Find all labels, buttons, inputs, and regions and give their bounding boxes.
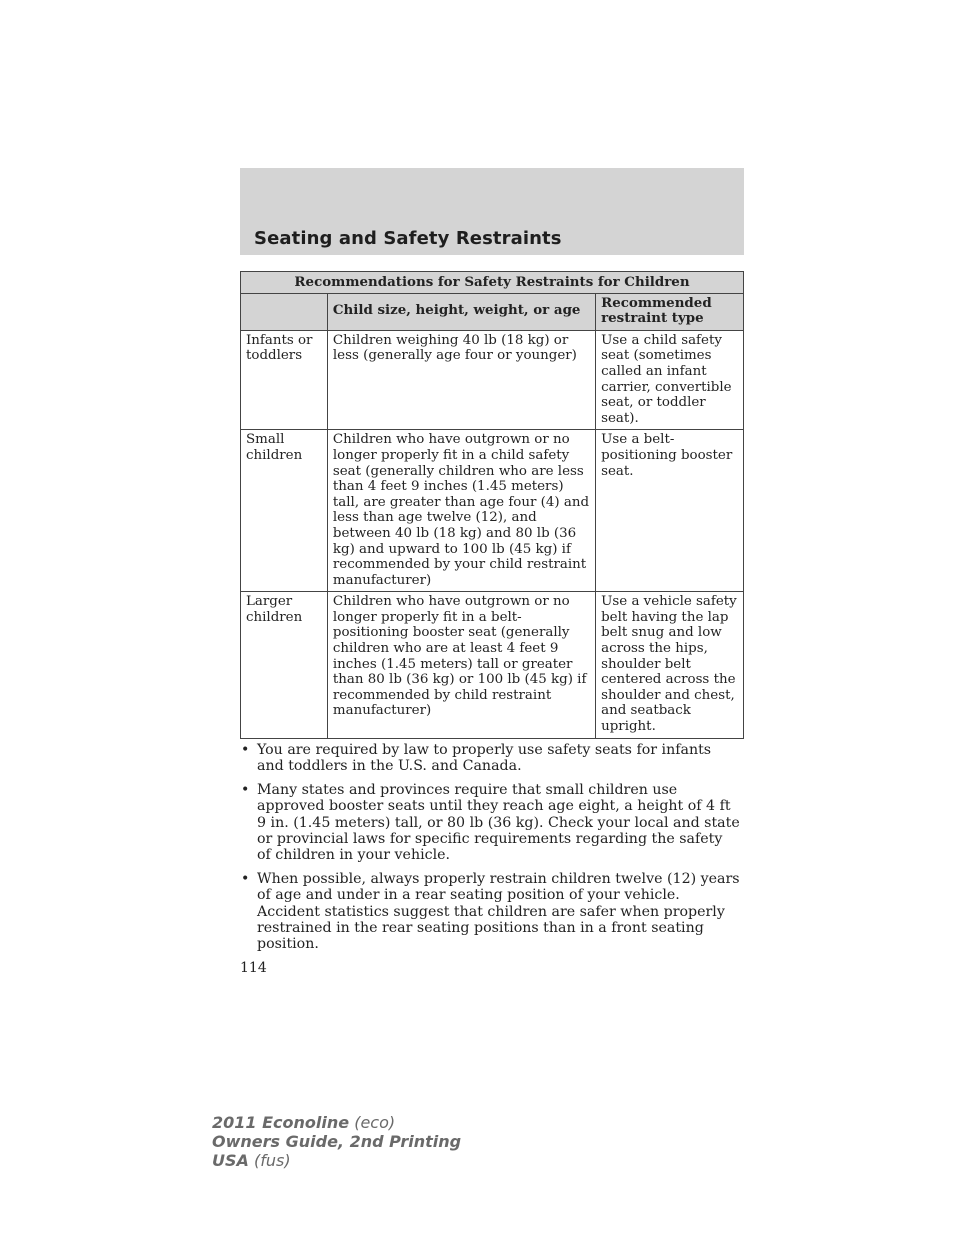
table-header-row (241, 293, 744, 330)
footer-model-code: (eco) (349, 1113, 396, 1132)
row-category: Larger children (241, 592, 328, 738)
note-text: When possible, always properly restrain children twelve (12) years of age and under in a rear seating position of your vehicle. Accident statistics suggest that children are safer when properly restrained in the rear seating positions than in a front seating position. (257, 870, 740, 953)
list-item (240, 742, 740, 775)
note-text: Many states and provinces require that small children use approved booster seats until they reach age eight, a height of 4 ft 9 in. (1.45 meters) tall, or 80 lb (36 kg). Check your local and state or provincial laws for specific requirements regarding the safety of children in your vehicle. (257, 781, 740, 864)
table-row (241, 430, 744, 592)
column-header-restraint: Recommended restraint type (596, 293, 744, 330)
footer-line-guide (212, 1132, 461, 1151)
bullet-icon: • (241, 870, 250, 887)
footer-model: 2011 Econoline (212, 1113, 350, 1132)
footer-market: USA (212, 1151, 249, 1170)
row-restraint: Use a vehicle safety belt having the lap belt snug and low across the hips, shoulder belt centered across the shoulder and chest, and seatback upright. (596, 592, 744, 738)
footer-line-market (212, 1151, 461, 1170)
notes-list (240, 742, 740, 960)
restraints-table (240, 271, 744, 739)
row-category: Small children (241, 430, 328, 592)
page-number: 114 (240, 960, 267, 976)
bullet-icon: • (241, 742, 250, 758)
footer-line-model (212, 1113, 461, 1132)
footer-imprint (212, 1113, 461, 1170)
row-size: Children weighing 40 lb (18 kg) or less (generally age four or younger) (327, 330, 595, 430)
row-restraint: Use a belt-positioning booster seat. (596, 430, 744, 592)
row-restraint: Use a child safety seat (sometimes called an infant carrier, convertible seat, or toddler seat). (596, 330, 744, 430)
table-caption: Recommendations for Safety Restraints for Children (241, 272, 744, 294)
table-row (241, 592, 744, 738)
footer-guide: Owners Guide, 2nd Printing (212, 1132, 462, 1151)
list-item (240, 871, 740, 953)
row-size: Children who have outgrown or no longer properly fit in a belt-positioning booster seat (generally children who are at least 4 feet 9 inches (1.45 meters) tall or greater than 80 lb (36 kg) or 100 lb (45 kg) if recommended by child restraint manufacturer) (327, 592, 595, 738)
row-size: Children who have outgrown or no longer properly fit in a child safety seat (generally children who are less than 4 feet 9 inches (1.45 meters) tall, are greater than age four (4) and less than age twelve (12), and between 40 lb (18 kg) and 80 lb (36 kg) and upward to 100 lb (45 kg) if recommended by your child restraint manufacturer) (327, 430, 595, 592)
row-category: Infants or toddlers (241, 330, 328, 430)
column-header-size: Child size, height, weight, or age (327, 293, 595, 330)
section-title: Seating and Safety Restraints (254, 228, 562, 249)
table-caption-row (241, 272, 744, 294)
bullet-icon: • (241, 781, 250, 798)
list-item (240, 782, 740, 864)
footer-market-code: (fus) (248, 1151, 291, 1170)
column-header-category (241, 293, 328, 330)
table-row (241, 330, 744, 430)
note-text: You are required by law to properly use safety seats for infants and toddlers in the U.S. and Canada. (257, 742, 712, 775)
